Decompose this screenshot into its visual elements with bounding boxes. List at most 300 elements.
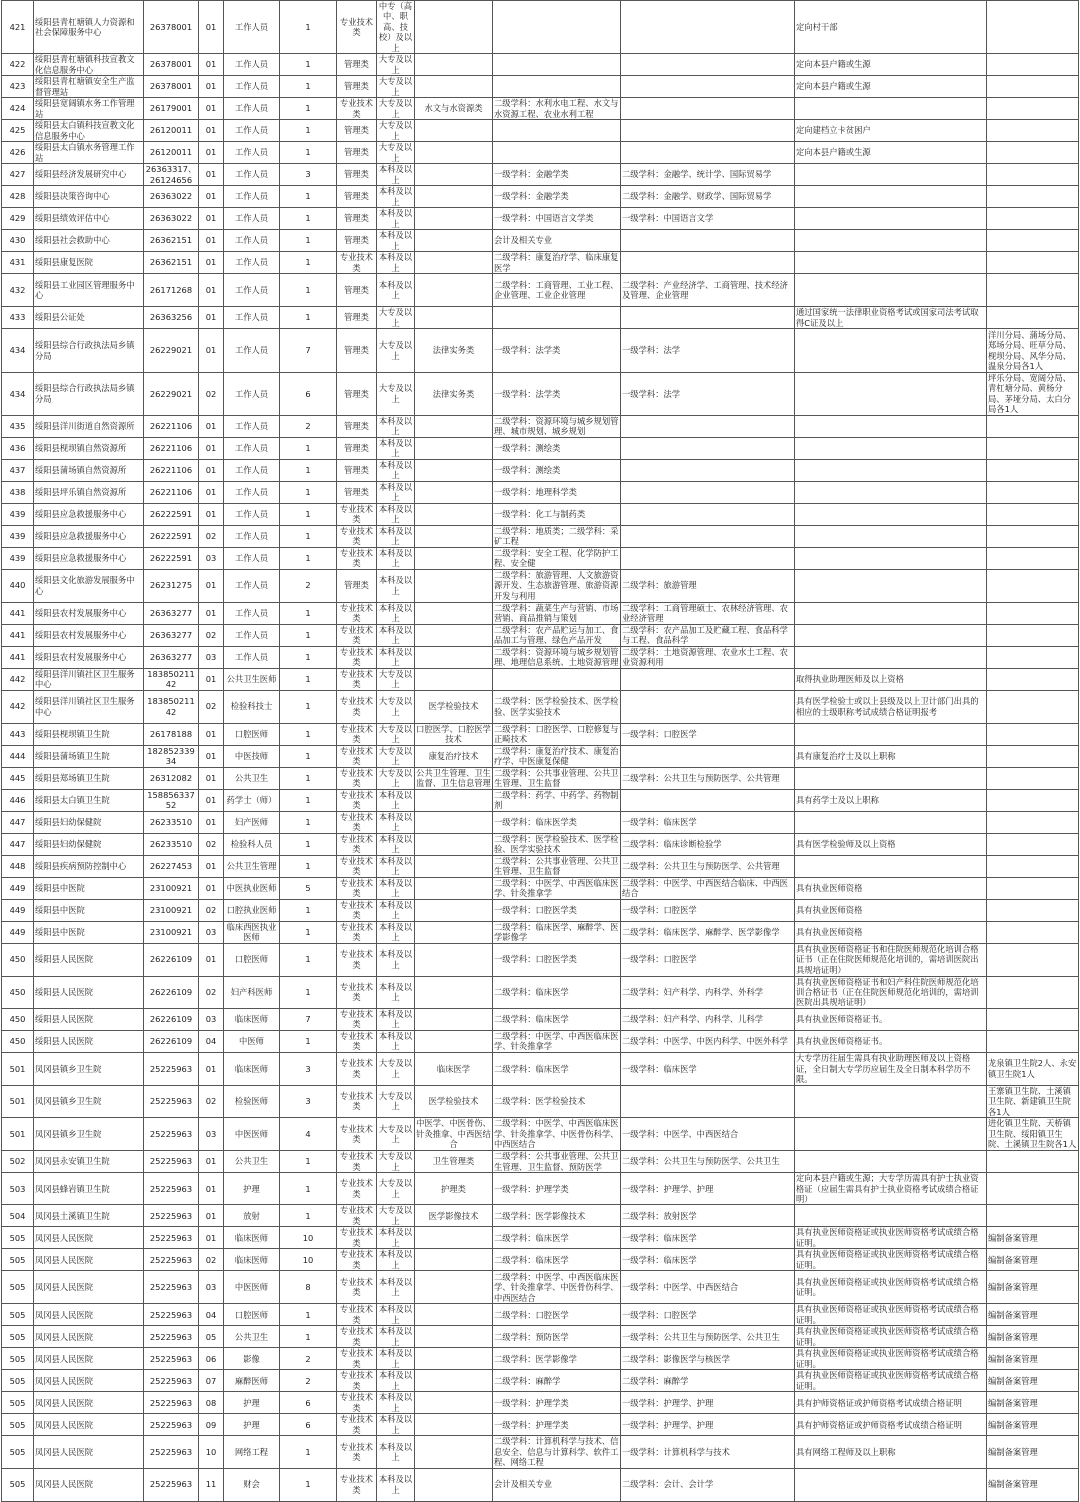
- cell-unit: 绥阳县太白镇科技宣教文化信息服务中心: [34, 120, 144, 142]
- cell-major-bachelor: [493, 54, 621, 76]
- cell-phone: 26120011: [144, 120, 199, 142]
- cell-post-type: 专业技术类: [337, 1436, 377, 1468]
- cell-post-name: 工作人员: [224, 208, 280, 230]
- cell-remarks: [987, 98, 1079, 120]
- cell-post-code: 01: [199, 252, 224, 274]
- cell-major-bachelor: 二级学科：中医学、中西医临床医学、针灸推拿学、中医骨伤科学、中西医结合: [493, 1271, 621, 1304]
- cell-post-name: 工作人员: [224, 437, 280, 459]
- table-row: [2, 503, 1079, 525]
- cell-other-conditions: [795, 98, 987, 120]
- cell-count: 1: [280, 1, 337, 54]
- cell-phone: 26226109: [144, 943, 199, 976]
- cell-post-name: 工作人员: [224, 481, 280, 503]
- cell-post-name: 工作人员: [224, 164, 280, 186]
- cell-major-college: [415, 503, 493, 525]
- cell-remarks: [987, 76, 1079, 98]
- cell-seq: 443: [2, 723, 34, 745]
- cell-post-code: 01: [199, 1052, 224, 1085]
- table-row: [2, 1249, 1079, 1271]
- cell-other-conditions: 具有执业医师资格证或执业医师资格考试成绩合格证明。: [795, 1326, 987, 1348]
- cell-major-graduate: 二级学科：中医学、中医内科学、中医外科学: [621, 1030, 795, 1052]
- cell-major-college: [415, 943, 493, 976]
- cell-post-type: 专业技术类: [337, 1205, 377, 1227]
- cell-remarks: 王寨镇卫生院、土溪镇卫生院、新建镇卫生院各1人: [987, 1085, 1079, 1117]
- cell-post-name: 中医执业医师: [224, 877, 280, 899]
- cell-unit: 绥阳县中医院: [34, 877, 144, 899]
- cell-count: 1: [280, 1468, 337, 1501]
- cell-unit: 凤冈县人民医院: [34, 1370, 144, 1392]
- table-row: [2, 547, 1079, 569]
- cell-major-college: 医学检验技术: [415, 1085, 493, 1117]
- table-row: [2, 307, 1079, 329]
- cell-post-type: 专业技术类: [337, 811, 377, 833]
- table-row: [2, 415, 1079, 437]
- cell-post-code: 02: [199, 1249, 224, 1271]
- cell-unit: 绥阳县文化旅游发展服务中心: [34, 569, 144, 602]
- cell-unit: 绥阳县妇幼保健院: [34, 811, 144, 833]
- cell-seq: 438: [2, 481, 34, 503]
- cell-remarks: 坪乐分局、宽阔分局、青杠塘分局、黄杨分局、茅垭分局、太白分局各1人: [987, 373, 1079, 416]
- cell-other-conditions: [795, 186, 987, 208]
- cell-post-code: 02: [199, 976, 224, 1008]
- table-row: [2, 373, 1079, 416]
- cell-post-name: 公共卫生: [224, 1151, 280, 1173]
- cell-unit: 绥阳县人民医院: [34, 1008, 144, 1030]
- cell-post-code: 10: [199, 1436, 224, 1468]
- cell-count: 8: [280, 1271, 337, 1304]
- cell-post-code: 01: [199, 142, 224, 164]
- cell-major-graduate: [621, 307, 795, 329]
- table-row: [2, 1008, 1079, 1030]
- cell-unit: 绥阳县人民医院: [34, 1030, 144, 1052]
- cell-post-name: 临床医师: [224, 1052, 280, 1085]
- cell-post-code: 01: [199, 1151, 224, 1173]
- cell-phone: 26378001: [144, 1, 199, 54]
- cell-post-type: 专业技术类: [337, 855, 377, 877]
- cell-post-type: 管理类: [337, 459, 377, 481]
- cell-major-graduate: [621, 230, 795, 252]
- cell-post-type: 专业技术类: [337, 877, 377, 899]
- table-row: [2, 1118, 1079, 1151]
- cell-remarks: [987, 437, 1079, 459]
- cell-major-bachelor: 二级学科：临床医学: [493, 976, 621, 1008]
- cell-post-code: 01: [199, 208, 224, 230]
- cell-seq: 436: [2, 437, 34, 459]
- cell-phone: 26221106: [144, 437, 199, 459]
- cell-major-graduate: [621, 690, 795, 723]
- cell-major-bachelor: 一级学科：中国语言文学类: [493, 208, 621, 230]
- cell-major-college: [415, 186, 493, 208]
- cell-major-college: 公共卫生管理、卫生监督、卫生信息管理: [416, 767, 491, 789]
- cell-other-conditions: [795, 1118, 987, 1151]
- cell-other-conditions: [795, 624, 987, 646]
- cell-post-name: 检验科技士: [224, 690, 280, 723]
- cell-education: 大专及以上: [377, 307, 415, 329]
- table-row: [2, 1304, 1079, 1326]
- cell-other-conditions: 具有执业医师资格: [795, 877, 987, 899]
- cell-major-graduate: [621, 547, 795, 569]
- table-row: [2, 54, 1079, 76]
- cell-unit: 绥阳县中医院: [34, 899, 144, 921]
- cell-post-code: 04: [199, 1304, 224, 1326]
- cell-major-bachelor: 二级学科：计算机科学与技术、信息安全、信息与计算科学、软件工程、网络工程: [493, 1436, 621, 1468]
- cell-post-type: 专业技术类: [337, 690, 377, 723]
- cell-major-bachelor: 二级学科：资源环境与城乡规划管理、地理信息系统、土地资源管理: [493, 646, 621, 668]
- cell-education: 本科及以上: [377, 1008, 415, 1030]
- cell-post-name: 公共卫生: [224, 1326, 280, 1348]
- cell-major-college: [415, 569, 493, 602]
- cell-other-conditions: [795, 208, 987, 230]
- cell-post-type: 专业技术类: [337, 1370, 377, 1392]
- cell-other-conditions: [795, 481, 987, 503]
- cell-post-code: 01: [199, 569, 224, 602]
- cell-seq: 442: [2, 690, 34, 723]
- table-row: [2, 767, 1079, 789]
- cell-major-graduate: [621, 525, 795, 547]
- cell-major-graduate: 二级学科：农产品加工及贮藏工程、食品科学与工程、食品科学: [621, 624, 795, 646]
- cell-major-bachelor: 一级学科：口腔医学类: [493, 943, 621, 976]
- cell-phone: 25225963: [144, 1205, 199, 1227]
- cell-other-conditions: [795, 723, 987, 745]
- cell-education: 本科及以上: [377, 833, 415, 855]
- cell-seq: 430: [2, 230, 34, 252]
- table-row: [2, 98, 1079, 120]
- cell-remarks: 编制备案管理: [987, 1392, 1079, 1414]
- cell-other-conditions: 定向本县户籍或生源；大专学历需具有护士执业资格证（应届生需具有护士执业资格考试成绩合格证明）: [795, 1173, 987, 1205]
- cell-phone: 26233510: [144, 833, 199, 855]
- cell-major-college: [415, 307, 493, 329]
- cell-unit: 绥阳县洋川街道自然资源所: [34, 415, 144, 437]
- table-row: [2, 1, 1079, 54]
- cell-phone: 26362151: [144, 252, 199, 274]
- cell-post-code: 03: [199, 646, 224, 668]
- table-row: [2, 723, 1079, 745]
- cell-post-type: 专业技术类: [337, 1151, 377, 1173]
- cell-post-code: 01: [199, 437, 224, 459]
- cell-other-conditions: [795, 164, 987, 186]
- cell-phone: 26229021: [144, 329, 199, 373]
- cell-phone: 25225963: [144, 1326, 199, 1348]
- cell-major-graduate: [621, 459, 795, 481]
- cell-major-bachelor: 二级学科：医学影像学: [493, 1348, 621, 1370]
- cell-phone: 18385021142: [144, 690, 199, 723]
- cell-seq: 505: [2, 1326, 34, 1348]
- cell-count: 1: [280, 230, 337, 252]
- cell-major-college: [415, 877, 493, 899]
- cell-post-type: 专业技术类: [337, 789, 377, 811]
- table-row: [2, 976, 1079, 1008]
- cell-unit: 绥阳县农村发展服务中心: [34, 602, 144, 624]
- cell-seq: 505: [2, 1414, 34, 1436]
- cell-remarks: [987, 415, 1079, 437]
- cell-count: 1: [280, 481, 337, 503]
- cell-education: 大专及以上: [377, 1173, 415, 1205]
- table-body: [2, 1, 1079, 1502]
- cell-post-code: 01: [199, 1205, 224, 1227]
- cell-major-college: [415, 120, 493, 142]
- cell-other-conditions: 大专学历往届生需具有执业助理医师及以上资格证，全日制大专学历应届生及全日制本科学历不限。: [795, 1052, 987, 1085]
- cell-post-code: 01: [199, 54, 224, 76]
- cell-major-bachelor: 一级学科：测绘类: [493, 437, 621, 459]
- cell-major-bachelor: [493, 668, 621, 690]
- cell-education: 本科及以上: [377, 1249, 415, 1271]
- cell-remarks: [987, 646, 1079, 668]
- cell-count: 1: [280, 1205, 337, 1227]
- cell-post-name: 临床医师: [224, 1008, 280, 1030]
- cell-post-name: 工作人员: [224, 186, 280, 208]
- cell-post-code: 01: [199, 767, 224, 789]
- cell-other-conditions: 具有网络工程师及以上职称: [795, 1436, 987, 1468]
- cell-post-name: 妇产医师: [224, 811, 280, 833]
- cell-major-bachelor: 一级学科：护理学类: [493, 1173, 621, 1205]
- cell-count: 1: [280, 142, 337, 164]
- cell-major-bachelor: 二级学科：口腔医学、口腔修复与正畸技术: [493, 723, 621, 745]
- cell-major-graduate: [621, 76, 795, 98]
- table-row: [2, 789, 1079, 811]
- cell-major-graduate: 一级学科：口腔医学: [621, 943, 795, 976]
- cell-other-conditions: [795, 1468, 987, 1501]
- cell-post-code: 02: [199, 373, 224, 416]
- cell-major-graduate: [621, 120, 795, 142]
- cell-count: 1: [280, 899, 337, 921]
- cell-major-graduate: [621, 142, 795, 164]
- cell-post-name: 中医医师: [224, 1271, 280, 1304]
- cell-post-name: 口腔医师: [224, 1304, 280, 1326]
- cell-unit: 凤冈县人民医院: [34, 1468, 144, 1501]
- cell-other-conditions: [795, 767, 987, 789]
- cell-other-conditions: [795, 503, 987, 525]
- table-row: [2, 329, 1079, 373]
- cell-major-bachelor: [493, 307, 621, 329]
- cell-post-name: 护理: [224, 1392, 280, 1414]
- cell-seq: 429: [2, 208, 34, 230]
- cell-major-bachelor: 二级学科：中医学、中西医临床医学、针灸推拿学: [493, 1030, 621, 1052]
- cell-phone: 26362151: [144, 230, 199, 252]
- cell-major-graduate: [621, 1085, 795, 1117]
- cell-phone: 25225963: [144, 1414, 199, 1436]
- cell-major-bachelor: 二级学科：蔬菜生产与营销、市场营销、商品推销与策划: [493, 602, 621, 624]
- cell-remarks: 龙泉镇卫生院2人、永安镇卫生院1人: [987, 1052, 1079, 1085]
- cell-education: 本科及以上: [377, 1271, 415, 1304]
- cell-other-conditions: 具有执业医师资格证或执业医师资格考试成绩合格证明。: [795, 1271, 987, 1304]
- cell-count: 7: [280, 1008, 337, 1030]
- cell-major-graduate: 一级学科：临床医学: [621, 811, 795, 833]
- cell-seq: 427: [2, 164, 34, 186]
- table-row: [2, 142, 1079, 164]
- cell-other-conditions: 取得执业助理医师及以上资格: [795, 668, 987, 690]
- cell-other-conditions: [795, 646, 987, 668]
- cell-major-graduate: 二级学科：临床诊断检验学: [621, 833, 795, 855]
- cell-major-graduate: 二级学科：金融学、财政学、国际贸易学: [621, 186, 795, 208]
- cell-unit: 绥阳县青杠塘镇安全生产监督管理站: [34, 76, 144, 98]
- cell-count: 1: [280, 723, 337, 745]
- cell-post-code: 06: [199, 1348, 224, 1370]
- cell-post-type: 管理类: [337, 481, 377, 503]
- cell-post-name: 影像: [224, 1348, 280, 1370]
- table-row: [2, 921, 1079, 943]
- cell-major-college: 卫生管理类: [415, 1151, 493, 1173]
- cell-post-type: 管理类: [337, 437, 377, 459]
- cell-remarks: [987, 459, 1079, 481]
- cell-post-type: 管理类: [337, 120, 377, 142]
- cell-major-college: 法律实务类: [415, 373, 493, 416]
- cell-post-code: 01: [199, 1227, 224, 1249]
- cell-unit: 绥阳县康复医院: [34, 252, 144, 274]
- table-row: [2, 481, 1079, 503]
- cell-major-bachelor: 一级学科：法学类: [493, 373, 621, 416]
- cell-post-code: 01: [199, 98, 224, 120]
- cell-major-bachelor: 二级学科：康复治疗技术、康复治疗学、中医康复保健: [493, 745, 621, 767]
- cell-post-code: 07: [199, 1370, 224, 1392]
- cell-seq: 501: [2, 1085, 34, 1117]
- cell-major-college: [415, 1326, 493, 1348]
- cell-seq: 505: [2, 1271, 34, 1304]
- cell-seq: 505: [2, 1249, 34, 1271]
- cell-seq: 439: [2, 525, 34, 547]
- cell-unit: 绥阳县青杠塘镇科技宣教文化信息服务中心: [34, 54, 144, 76]
- cell-post-name: 中医医师: [224, 1118, 280, 1151]
- cell-major-graduate: [621, 252, 795, 274]
- cell-major-bachelor: 二级学科：安全工程、化学防护工程、安全健: [493, 547, 621, 569]
- cell-post-code: 02: [199, 525, 224, 547]
- cell-post-code: 01: [199, 943, 224, 976]
- table-row: [2, 274, 1079, 307]
- cell-major-college: [415, 921, 493, 943]
- cell-major-graduate: 二级学科：麻醉学: [621, 1370, 795, 1392]
- table-row: [2, 252, 1079, 274]
- cell-phone: 25225963: [144, 1085, 199, 1117]
- cell-major-graduate: 一级学科：计算机科学与技术: [621, 1436, 795, 1468]
- cell-major-college: [415, 1271, 493, 1304]
- cell-remarks: 编制备案管理: [987, 1468, 1079, 1501]
- cell-phone: 15885633752: [144, 789, 199, 811]
- cell-post-name: 工作人员: [224, 274, 280, 307]
- cell-count: 2: [280, 1370, 337, 1392]
- cell-seq: 504: [2, 1205, 34, 1227]
- cell-remarks: [987, 723, 1079, 745]
- cell-major-graduate: 一级学科：护理学、护理: [621, 1392, 795, 1414]
- cell-post-type: 管理类: [337, 186, 377, 208]
- cell-seq: 450: [2, 1030, 34, 1052]
- cell-count: 3: [280, 1052, 337, 1085]
- cell-remarks: [987, 833, 1079, 855]
- cell-remarks: [987, 1008, 1079, 1030]
- cell-unit: 绥阳县枧坝镇卫生院: [34, 723, 144, 745]
- cell-count: 1: [280, 668, 337, 690]
- cell-phone: 26378001: [144, 54, 199, 76]
- cell-unit: 凤冈县人民医院: [34, 1326, 144, 1348]
- cell-phone: 25225963: [144, 1348, 199, 1370]
- cell-phone: 25225963: [144, 1436, 199, 1468]
- cell-post-name: 工作人员: [224, 230, 280, 252]
- cell-other-conditions: [795, 230, 987, 252]
- cell-major-graduate: 一级学科：护理学、护理: [621, 1414, 795, 1436]
- cell-count: 1: [280, 252, 337, 274]
- cell-other-conditions: 具有执业医师资格: [795, 899, 987, 921]
- cell-remarks: [987, 767, 1079, 789]
- cell-remarks: [987, 164, 1079, 186]
- cell-other-conditions: 定向村干部: [795, 1, 987, 54]
- cell-major-college: [415, 54, 493, 76]
- cell-major-graduate: 一级学科：口腔医学: [621, 1304, 795, 1326]
- cell-major-college: 口腔医学、口腔医学技术: [416, 723, 491, 745]
- cell-phone: 23100921: [144, 899, 199, 921]
- cell-post-type: 专业技术类: [337, 745, 377, 767]
- cell-other-conditions: [795, 329, 987, 373]
- cell-seq: 437: [2, 459, 34, 481]
- table-row: [2, 1468, 1079, 1501]
- cell-count: 1: [280, 98, 337, 120]
- cell-other-conditions: 具有执业医师资格证或执业医师资格考试成绩合格证明。: [795, 1348, 987, 1370]
- cell-major-college: [415, 525, 493, 547]
- cell-count: 1: [280, 76, 337, 98]
- cell-seq: 442: [2, 668, 34, 690]
- cell-phone: 25225963: [144, 1173, 199, 1205]
- cell-unit: 绥阳县经济发展研究中心: [34, 164, 144, 186]
- cell-other-conditions: [795, 1085, 987, 1117]
- cell-count: 3: [280, 164, 337, 186]
- cell-post-type: 管理类: [337, 76, 377, 98]
- cell-major-graduate: 二级学科：妇产科学、内科学、儿科学: [621, 1008, 795, 1030]
- cell-post-code: 03: [199, 1008, 224, 1030]
- cell-count: 1: [280, 833, 337, 855]
- cell-count: 1: [280, 789, 337, 811]
- cell-count: 1: [280, 186, 337, 208]
- cell-unit: 凤冈县人民医院: [34, 1249, 144, 1271]
- cell-phone: 23100921: [144, 877, 199, 899]
- cell-post-code: 01: [199, 745, 224, 767]
- cell-post-type: 管理类: [337, 373, 377, 416]
- cell-major-college: [415, 1227, 493, 1249]
- cell-other-conditions: [795, 373, 987, 416]
- cell-major-bachelor: 二级学科：公共事业管理、公共卫生管理、卫生监督: [493, 767, 621, 789]
- cell-remarks: [987, 569, 1079, 602]
- cell-remarks: [987, 789, 1079, 811]
- cell-unit: 凤冈县蜂岩镇卫生院: [34, 1173, 144, 1205]
- cell-major-bachelor: [493, 120, 621, 142]
- cell-remarks: [987, 307, 1079, 329]
- cell-major-college: 法律实务类: [415, 329, 493, 373]
- cell-count: 1: [280, 503, 337, 525]
- cell-phone: 26363022: [144, 186, 199, 208]
- cell-education: 本科及以上: [377, 208, 415, 230]
- cell-seq: 434: [2, 373, 34, 416]
- cell-major-college: 水文与水资源类: [415, 98, 493, 120]
- cell-post-code: 03: [199, 547, 224, 569]
- cell-seq: 505: [2, 1348, 34, 1370]
- cell-other-conditions: 定向本县户籍或生源: [795, 76, 987, 98]
- cell-remarks: [987, 54, 1079, 76]
- cell-major-college: [415, 1348, 493, 1370]
- table-row: [2, 164, 1079, 186]
- cell-major-graduate: 一级学科：公共卫生与预防医学、公共卫生: [621, 1326, 795, 1348]
- cell-other-conditions: 定向建档立卡贫困户: [795, 120, 987, 142]
- cell-education: 本科及以上: [377, 164, 415, 186]
- cell-remarks: [987, 602, 1079, 624]
- cell-major-college: [415, 899, 493, 921]
- table-row: [2, 1414, 1079, 1436]
- cell-major-bachelor: 二级学科：口腔医学: [493, 1304, 621, 1326]
- cell-major-bachelor: 一级学科：金融学类: [493, 164, 621, 186]
- cell-post-name: 护理: [224, 1414, 280, 1436]
- cell-post-code: 02: [199, 1085, 224, 1117]
- cell-remarks: [987, 120, 1079, 142]
- cell-unit: 绥阳县应急救援服务中心: [34, 503, 144, 525]
- cell-seq: 450: [2, 1008, 34, 1030]
- table-row: [2, 230, 1079, 252]
- cell-unit: 绥阳县蒲场镇卫生院: [34, 745, 144, 767]
- cell-post-type: 专业技术类: [337, 646, 377, 668]
